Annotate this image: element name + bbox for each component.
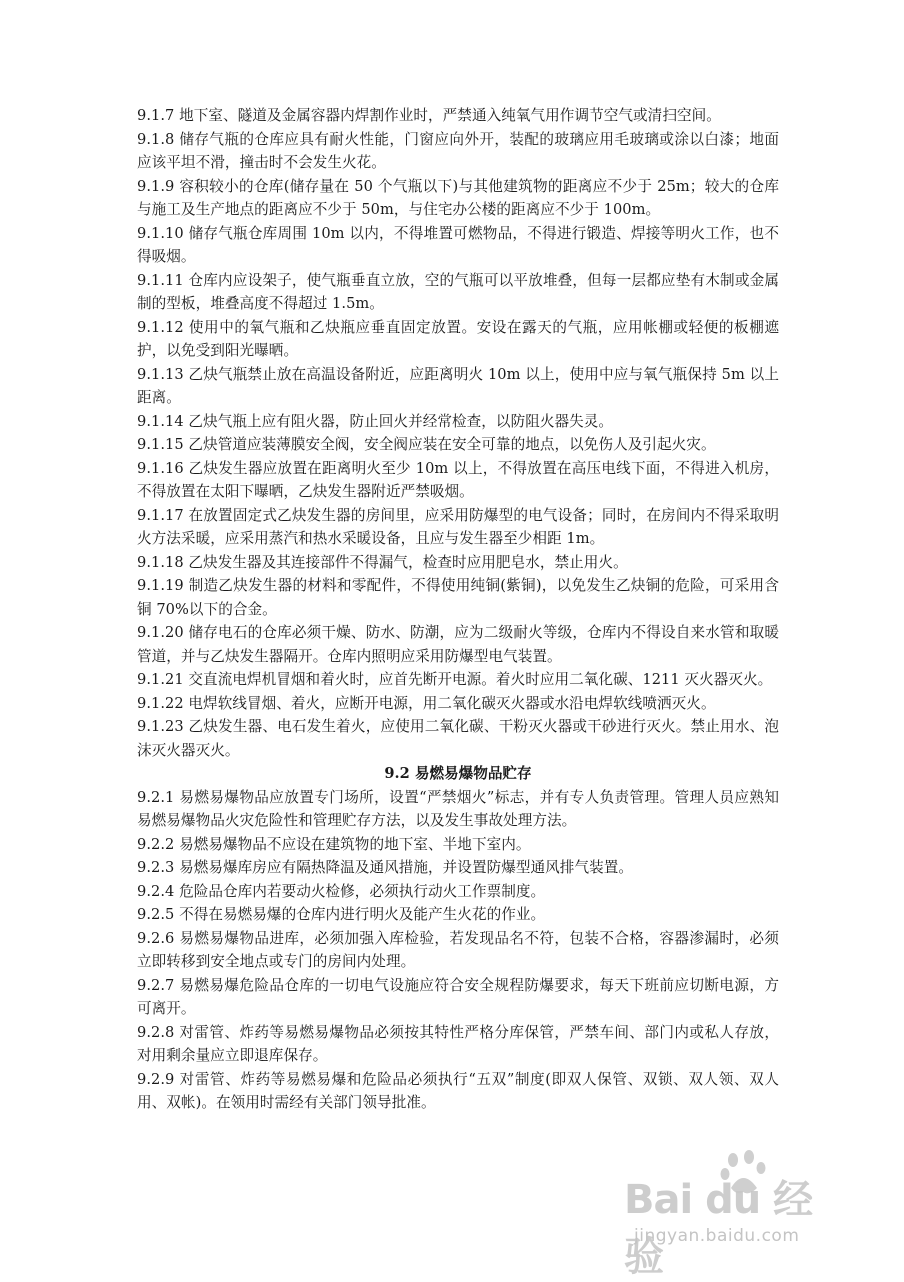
paragraph-9-2-3: 9.2.3 易燃易爆库房应有隔热降温及通风措施，并设置防爆型通风排气装置。 [137,859,634,876]
paragraph-9-1-22: 9.1.22 电焊软线冒烟、着火，应断开电源，用二氧化碳灭火器或水沿电焊软线喷洒灭火。 [137,694,716,712]
paragraph-9-2-5: 9.2.5 不得在易燃易爆的仓库内进行明火及能产生火花的作业。 [137,906,546,923]
watermark-logo-text: Bai du 经验 [624,1177,813,1280]
section-9-2-paragraphs [137,786,779,1115]
paragraph-9-1-21: 9.1.21 交直流电焊机冒烟和着火时，应首先断开电源。着火时应用二氧化碳、1211 灭火器灭火。 [137,671,773,688]
paragraph-9-1-19: 9.1.19 制造乙炔发生器的材料和零配件，不得使用纯铜(紫铜)，以免发生乙炔铜的危险，可采用含铜 70%以下的合金。 [137,577,779,618]
paragraph-9-1-7: 9.1.7 地下室、隧道及金属容器内焊割作业时，严禁通入纯氧气用作调节空气或清扫空间。 [137,107,721,124]
paragraph-9-2-9: 9.2.9 对雷管、炸药等易燃易爆和危险品必须执行“五双”制度(即双人保管、双锁、双人领、双人用、双帐)。在领用时需经有关部门领导批准。 [137,1070,779,1111]
paragraph-9-2-1: 9.2.1 易燃易爆物品应放置专门场所，设置“严禁烟火”标志，并有专人负责管理。管理人员应熟知易燃易爆物品火灾危险性和管理贮存方法，以及发生事故处理方法。 [137,788,779,829]
paragraph-9-1-14: 9.1.14 乙炔气瓶上应有阻火器，防止回火并经常检查，以防阻火器失灵。 [137,412,614,430]
paragraph-9-1-16: 9.1.16 乙炔发生器应放置在距离明火至少 10m 以上，不得放置在高压电线下面，不得进入机房，不得放置在太阳下曝晒，乙炔发生器附近严禁吸烟。 [137,459,779,500]
paragraph-9-2-6: 9.2.6 易燃易爆物品进库，必须加强入库检验，若发现品名不符，包装不合格，容器渗漏时，必须立即转移到安全地点或专门的房间内处理。 [137,929,779,970]
paragraph-9-1-11: 9.1.11 仓库内应设架子，使气瓶垂直立放，空的气瓶可以平放堆叠，但每一层都应垫有木制或金属制的型板，堆叠高度不得超过 1.5m。 [137,271,779,312]
section-title-9-2: 9.2 易燃易爆物品贮存 [384,765,532,782]
paragraph-9-2-2: 9.2.2 易燃易爆物品不应设在建筑物的地下室、半地下室内。 [137,835,531,853]
paragraph-9-1-15: 9.1.15 乙炔管道应装薄膜安全阀，安全阀应装在安全可靠的地点，以免伤人及引起火灾。 [137,436,716,453]
paragraph-9-1-10: 9.1.10 储存气瓶仓库周围 10m 以内，不得堆置可燃物品，不得进行锻造、焊接等明火工作，也不得吸烟。 [137,224,779,265]
paragraph-9-1-17: 9.1.17 在放置固定式乙炔发生器的房间里，应采用防爆型的电气设备；同时，在房间内不得采取明火方法采暖，应采用蒸汽和热水采暖设备，且应与发生器至少相距 1m。 [137,506,779,547]
document-page [137,104,779,1115]
paragraph-9-2-7: 9.2.7 易燃易爆危险品仓库的一切电气设施应符合安全规程防爆要求，每天下班前应切断电源，方可离开。 [137,976,779,1017]
paragraph-9-1-20: 9.1.20 储存电石的仓库必须干燥、防水、防潮，应为二级耐火等级，仓库内不得设自来水管和取暖管道，并与乙炔发生器隔开。仓库内照明应采用防爆型电气装置。 [137,624,779,665]
paragraph-9-2-8: 9.2.8 对雷管、炸药等易燃易爆物品必须按其特性严格分库保管，严禁车间、部门内或私人存放，对用剩余量应立即退库保存。 [137,1023,779,1064]
watermark-url: jingyan.baidu.com [634,1226,800,1246]
paragraph-9-1-8: 9.1.8 储存气瓶的仓库应具有耐火性能，门窗应向外开，装配的玻璃应用毛玻璃或涂以白漆；地面应该平坦不滑，撞击时不会发生火花。 [137,130,779,171]
paragraph-9-1-13: 9.1.13 乙炔气瓶禁止放在高温设备附近，应距离明火 10m 以上，使用中应与氧气瓶保持 5m 以上距离。 [137,365,779,406]
baidu-jingyan-watermark [624,1148,834,1280]
section-9-1-paragraphs [137,104,779,762]
paragraph-9-1-9: 9.1.9 容积较小的仓库(储存量在 50 个气瓶以下)与其他建筑物的距离应不少于 25m；较大的仓库与施工及生产地点的距离应不少于 50m，与住宅办公楼的距离应不少于 100m。 [137,177,779,218]
paragraph-9-1-23: 9.1.23 乙炔发生器、电石发生着火，应使用二氧化碳、干粉灭火器或干砂进行灭火。禁止用水、泡沫灭火器灭火。 [137,718,779,759]
paragraph-9-2-4: 9.2.4 危险品仓库内若要动火检修，必须执行动火工作票制度。 [137,882,546,900]
paragraph-9-1-18: 9.1.18 乙炔发生器及其连接部件不得漏气，检查时应用肥皂水，禁止用火。 [137,553,628,571]
paragraph-9-1-12: 9.1.12 使用中的氧气瓶和乙炔瓶应垂直固定放置。安设在露天的气瓶，应用帐棚或轻便的板棚遮护，以免受到阳光曝晒。 [137,318,779,359]
